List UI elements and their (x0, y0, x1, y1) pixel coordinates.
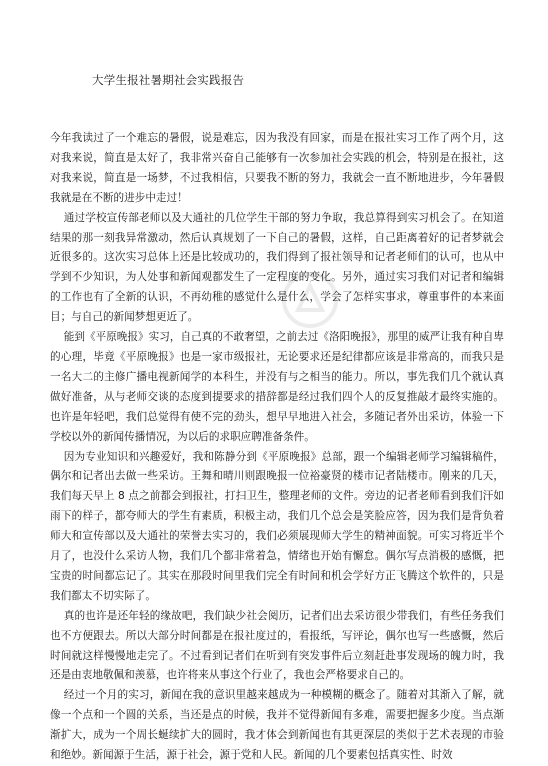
document-body (50, 129, 504, 766)
paragraph: 经过一个月的实习，新闻在我的意识里越来越成为一种模糊的概念了。随着对其渐入了解，就像一个点和一个圆的关系，当还是点的时候，我并不觉得新闻有多难，需要把握多少度。当点渐渐扩大，成为一个周长蜒续扩大的圆时，我才体会到新闻也有其更深层的类似于艺术表现的市验和绝妙。新闻源于生活，源于社会，源于党和人民。新闻的几个要素包括真实性、时效 (50, 689, 504, 762)
paragraph: 因为专业知识和兴趣爱好，我和陈静分到《平原晚报》总部，跟一个编辑老师学习编辑稿件，偶尔和记者出去做一些采访。王舞和晴川则跟晚报一位裕豪贤的楼市记者陆楼市。刚来的几天，我们每天早上 8 点之前都会到报社，打扫卫生，整理老师的文件。旁边的记者老师看到我们汗如雨下的样子，都夸师大的学生有素质，积极主动，我们几个总会是笑脸应答，因为我们是背负着师大和宣传部以及大通社的荣誉去实习的，我们必须展现师大学生的精神面貌。可实习将近半个月了，也没什么采访人物，我们几个都非常着急，情绪也开始有懈怠。偶尔写点消极的感慨，把宝贵的时间都忘记了。其实在那段时间里我们完全有时间和机会学好方正飞腾这个软件的，只是我们都太不切实际了。 (50, 450, 504, 602)
paragraph: 真的也许是还年轻的缘故吧，我们缺少社会阅历，记者们出去采访很少带我们，有些任务我们也不方便跟去。所以大部分时间都是在报社度过的，看报纸，写评论，偶尔也写一些感慨，然后时间就这样慢慢地走完了。不过看到记者们在听到有突发事件后立刻赶赴事发现场的魄力时，我还是由衷地敬佩和羡慕，也许将来从事这个行业了，我也会严格要求自己的。 (50, 609, 504, 682)
paragraph: 能到《平原晚报》实习，自己真的不敢奢望，之前去过《洛阳晚报》，那里的威严让我有种自卑的心理，毕竟《平原晚报》也是一家市级报社，无论要求还是纪律都应该是非常高的，而我只是一名大二的主修广播电视新闻学的本科生，并没有与之相当的能力。所以，事先我们几个就认真做好准备，从与老师交谈的态度到提要求的措辞都是经过我们四个人的反复推敲才最终实施的。也许是年轻吧，我们总觉得有使不完的劲头，想早早地进入社会，多随记者外出采访，体验一下学校以外的新闻传播情况，为以后的求职应聘准备条件。 (50, 331, 504, 443)
paragraph: 今年我读过了一个难忘的暑假，说是难忘，因为我没有回家，而是在报社实习工作了两个月，这对我来说，简直是太好了，我非常兴奋自己能够有一次参加社会实践的机会，特别是在报社，这对我来说，简直是一场梦，不过我相信，只要我不断的努力，我就会一直不断地进步，今年暑假我就是在不断的进步中走过！ (50, 132, 504, 204)
document-title: 大学生报社暑期社会实践报告 (92, 73, 245, 87)
paragraph: 通过学校宣传部老师以及大通社的几位学生干部的努力争取，我总算得到实习机会了。在知道结果的那一刻我异常激动，然后认真规划了一下自己的暑假，这样，自己距离着好的记者梦就会近很多的。这次实习总体上还是比较成功的，我们得到了报社领导和记者老师们的认可，也从中学到不少知识，为人处事和新闻观都发生了一定程度的变化。另外，通过实习我们对记者和编辑的工作也有了全新的认识，不再幼稚的感觉什么是什么，学会了怎样实事求，尊重事件的本来面目；与自己的新闻梦想更近了。 (50, 211, 504, 324)
